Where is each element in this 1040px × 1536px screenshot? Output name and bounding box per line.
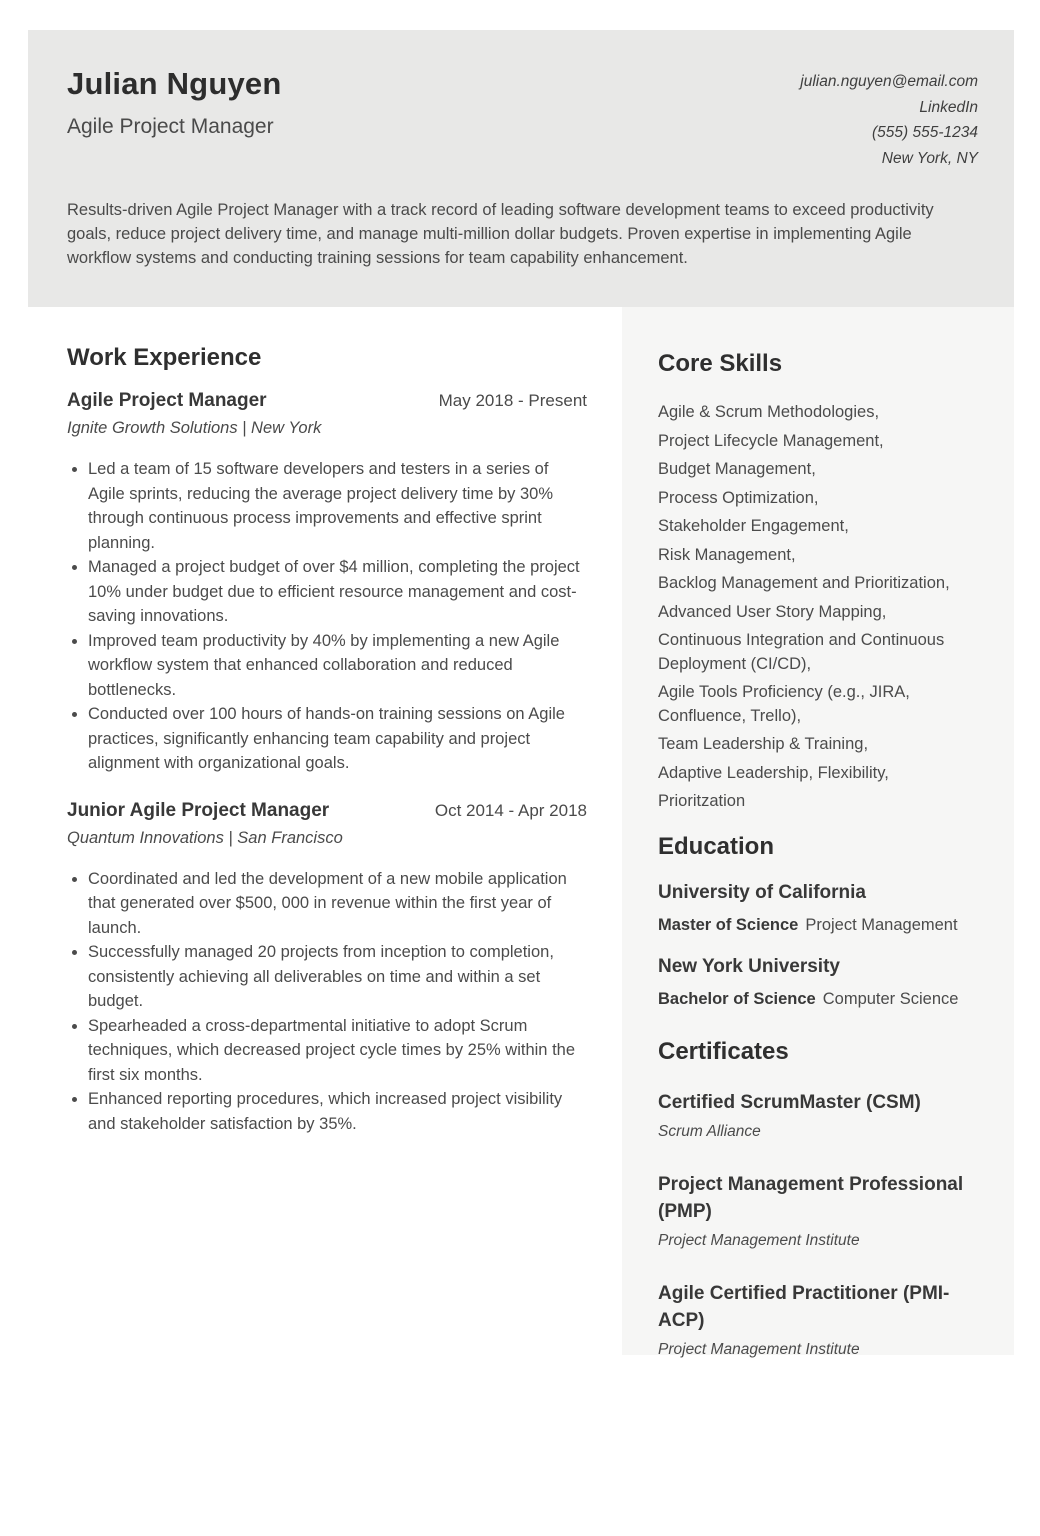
job-entry: [67, 798, 587, 1137]
header-top-row: [67, 64, 978, 171]
job-company: Ignite Growth Solutions | New York: [67, 419, 322, 437]
job-dates: May 2018 - Present: [438, 391, 587, 410]
certificate-issuer: Scrum Alliance: [658, 1122, 761, 1140]
certificate-entry: [658, 1171, 988, 1251]
job-header: [67, 388, 587, 414]
job-bullet: • Enhanced reporting procedures, which increased project visibility and stakeholder satisfaction by 35%.: [88, 1087, 587, 1136]
resume-header: [28, 30, 1014, 307]
degree-field: Project Management: [805, 915, 958, 934]
work-experience-title: Work Experience: [67, 344, 262, 371]
degree-name: Master of Science: [658, 915, 799, 934]
school-name: New York University: [658, 955, 840, 977]
certificate-entry: [658, 1089, 988, 1142]
degree-field: Computer Science: [822, 989, 959, 1008]
education-entry: [658, 954, 988, 1011]
professional-summary: Results-driven Agile Project Manager with a track record of leading software development teams to exceed productivity goals, reduce project delivery time, and manage multi-million dollar budgets. Proven expertise in implementing Agile workflow systems and conducting training sessions for team capability enhancement.: [67, 201, 934, 267]
contact-phone: (555) 555-1234: [872, 124, 978, 141]
certificate-entry: [658, 1280, 988, 1360]
skill-item: Continuous Integration and Continuous Deployment (CI/CD),: [658, 631, 945, 673]
certificate-name: Agile Certified Practitioner (PMI-ACP): [658, 1282, 950, 1331]
job-dates: Oct 2014 - Apr 2018: [434, 800, 587, 820]
degree-line: [658, 914, 988, 937]
skill-item: Agile & Scrum Methodologies,: [658, 403, 880, 421]
candidate-name: Julian Nguyen: [67, 66, 282, 101]
job-bullet: • Improved team productivity by 40% by implementing a new Agile workflow system that enhanced collaboration and reduced bottlenecks.: [88, 629, 587, 703]
candidate-title: Agile Project Manager: [67, 115, 274, 138]
skill-item: Budget Management,: [658, 460, 816, 478]
certificate-issuer: Project Management Institute: [658, 1231, 860, 1249]
job-title: Junior Agile Project Manager: [67, 799, 330, 821]
job-entry: [67, 388, 587, 776]
job-bullet: • Managed a project budget of over $4 million, completing the project 10% under budget due to efficient resource management and cost-saving innovations.: [88, 555, 587, 629]
certificate-name: Project Management Professional (PMP): [658, 1173, 964, 1222]
skill-item: Risk Management,: [658, 545, 796, 564]
contact-linkedin[interactable]: LinkedIn: [919, 98, 978, 116]
core-skills-title: Core Skills: [658, 350, 783, 377]
sidebar: [622, 307, 1014, 1358]
school-name: University of California: [658, 881, 866, 903]
job-bullet: • Spearheaded a cross-departmental initiative to adopt Scrum techniques, which decreased project cycle times by 25% within the first six months.: [88, 1014, 587, 1088]
skill-item: Project Lifecycle Management,: [658, 431, 884, 450]
job-bullet: • Led a team of 15 software developers and testers in a series of Agile sprints, reducing the average project delivery time by 30% through continuous process improvements and effective sprint planning.: [88, 457, 587, 555]
certificate-issuer: Project Management Institute: [658, 1340, 860, 1358]
education-entry: [658, 880, 988, 937]
certificates-title: Certificates: [658, 1037, 789, 1065]
skill-item: Adaptive Leadership, Flexibility,: [658, 763, 889, 782]
skill-item: Stakeholder Engagement,: [658, 517, 849, 535]
job-bullet-list: [67, 457, 587, 776]
degree-name: Bachelor of Science: [658, 989, 816, 1008]
job-header: [67, 798, 587, 824]
skill-item: Agile Tools Proficiency (e.g., JIRA, Confluence, Trello),: [658, 683, 910, 725]
skill-item: Advanced User Story Mapping,: [658, 602, 887, 621]
skill-item: Backlog Management and Prioritization,: [658, 574, 950, 592]
skill-item: Team Leadership & Training,: [658, 735, 869, 753]
degree-line: [658, 988, 988, 1011]
skill-item: Process Optimization,: [658, 488, 819, 507]
contact-location: New York, NY: [881, 149, 978, 167]
education-title: Education: [658, 832, 775, 860]
contact-email[interactable]: julian.nguyen@email.com: [800, 73, 978, 90]
identity-block: [67, 64, 281, 141]
job-bullet: • Coordinated and led the development of a new mobile application that generated over $500, 000 in revenue within the first year of launch.: [88, 867, 587, 941]
skills-list: [658, 401, 988, 814]
job-bullet: • Conducted over 100 hours of hands-on training sessions on Agile practices, significantly enhancing team capability and project alignment with organizational goals.: [88, 702, 587, 776]
job-bullet-list: [67, 867, 587, 1137]
certificate-name: Certified ScrumMaster (CSM): [658, 1091, 921, 1113]
skill-item: Prioritzation: [658, 792, 746, 810]
contact-block: [800, 64, 978, 171]
job-title: Agile Project Manager: [67, 390, 267, 411]
work-experience-section: [67, 341, 587, 1136]
job-company: Quantum Innovations | San Francisco: [67, 828, 343, 847]
job-bullet: • Successfully managed 20 projects from inception to completion, consistently achieving all deliverables on time and within a set budget.: [88, 940, 587, 1014]
